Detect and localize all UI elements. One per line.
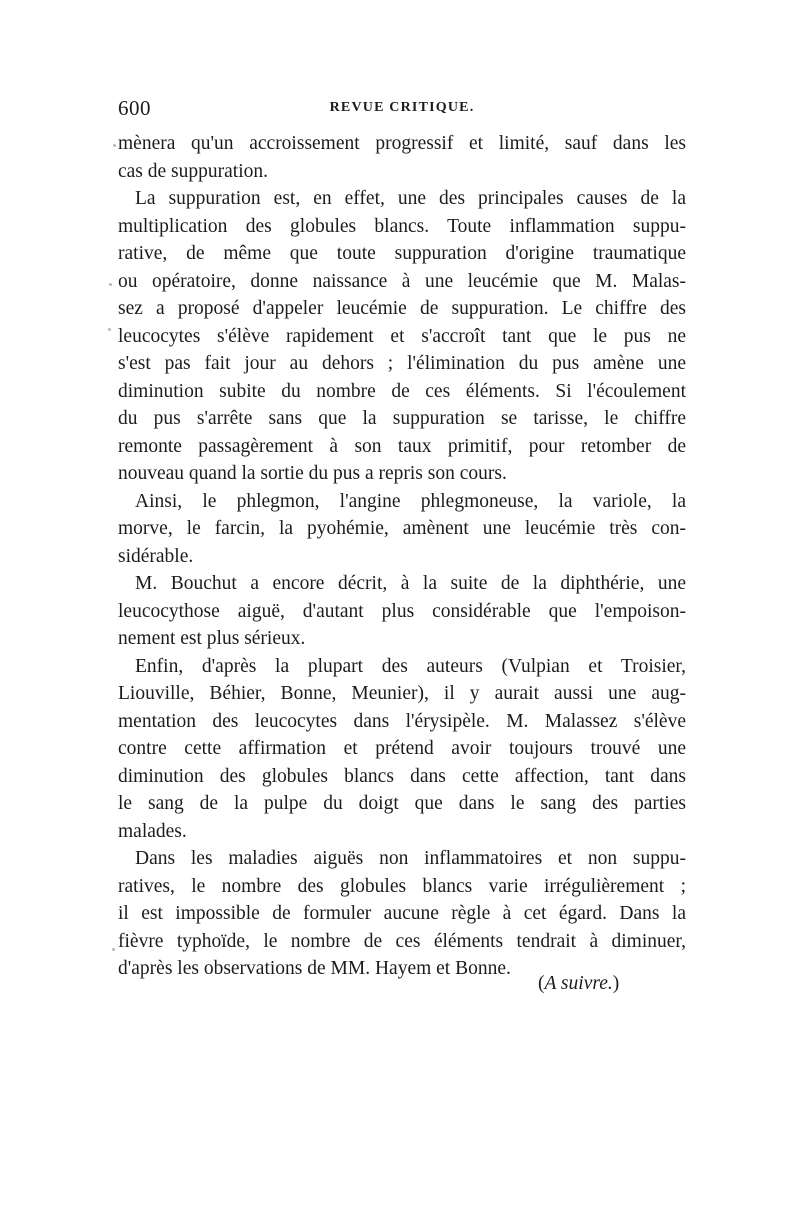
text-line: s'est pas fait jour au dehors ; l'élimination du pus amène une <box>118 353 686 374</box>
text-line: remonte passagèrement à son taux primitif, pour retomber de <box>118 435 686 457</box>
text-line: Liouville, Béhier, Bonne, Meunier), il y aurait aussi une aug- <box>118 683 686 704</box>
paragraph-first-line: Enfin, d'après la plupart des auteurs (Vulpian et Troisier, <box>135 655 686 677</box>
text-line: il est impossible de formuler aucune règle à cet égard. Dans la <box>118 903 686 924</box>
text-line: rative, de même que toute suppuration d'origine traumatique <box>118 243 686 264</box>
text-line: malades. <box>118 820 187 842</box>
continuation-text: A suivre. <box>544 973 613 994</box>
page-number: 600 <box>118 96 151 120</box>
text-line: sidérable. <box>118 545 194 567</box>
print-speck <box>109 283 112 286</box>
body-text <box>118 130 686 983</box>
print-speck <box>112 948 115 951</box>
text-line: leucocythose aiguë, d'autant plus considérable que l'empoison- <box>118 600 686 622</box>
text-line: fièvre typhoïde, le nombre de ces éléments tendrait à diminuer, <box>118 930 686 952</box>
text-line: du pus s'arrête sans que la suppuration se tarisse, le chiffre <box>118 408 686 429</box>
text-line: mènera qu'un accroissement progressif et limité, sauf dans les <box>118 133 686 154</box>
paragraph-first-line: Ainsi, le phlegmon, l'angine phlegmoneuse, la variole, la <box>135 490 686 512</box>
continuation-open-paren: ( <box>538 973 545 994</box>
text-line: d'après les observations de MM. Hayem et Bonne. <box>118 958 511 979</box>
paragraph-first-line: Dans les maladies aiguës non inflammatoires et non suppu- <box>135 848 686 869</box>
text-line: leucocytes s'élève rapidement et s'accroît tant que le pus ne <box>118 325 686 347</box>
text-line: multiplication des globules blancs. Toute inflammation suppu- <box>118 215 686 237</box>
text-line: nouveau quand la sortie du pus a repris son cours. <box>118 463 507 484</box>
text-line: morve, le farcin, la pyohémie, amènent une leucémie très con- <box>118 518 686 539</box>
page-header <box>118 96 686 126</box>
paragraph-first-line: La suppuration est, en effet, une des principales causes de la <box>135 188 686 209</box>
text-line: sez a proposé d'appeler leucémie de suppuration. Le chiffre des <box>118 298 686 319</box>
text-line: ou opératoire, donne naissance à une leucémie que M. Malas- <box>118 270 686 292</box>
continuation-note <box>538 970 619 998</box>
text-line: mentation des leucocytes dans l'érysipèle. M. Malassez s'élève <box>118 710 686 732</box>
running-title: REVUE CRITIQUE. <box>329 100 475 115</box>
text-line: diminution subite du nombre de ces éléments. Si l'écoulement <box>118 380 686 402</box>
paragraph-first-line: M. Bouchut a encore décrit, à la suite de la diphthérie, une <box>135 573 686 594</box>
continuation-close-paren: ) <box>612 973 620 994</box>
text-line: nement est plus sérieux. <box>118 628 306 649</box>
print-speck <box>108 328 111 331</box>
text-line: cas de suppuration. <box>118 160 269 182</box>
text-line: le sang de la pulpe du doigt que dans le sang des parties <box>118 793 686 814</box>
text-line: diminution des globules blancs dans cette affection, tant dans <box>118 765 686 787</box>
print-speck <box>113 144 116 147</box>
text-line: contre cette affirmation et prétend avoir toujours trouvé une <box>118 738 686 759</box>
text-line: ratives, le nombre des globules blancs varie irrégulièrement ; <box>118 875 686 897</box>
